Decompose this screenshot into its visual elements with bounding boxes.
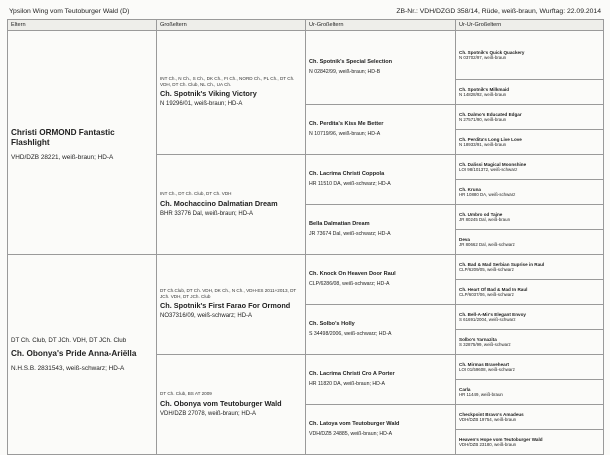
sire-cell — [8, 31, 157, 255]
grandparent-reg: BHR 33776 Dal, weiß-braun; HD-A — [160, 210, 254, 217]
dog-info: ZB-Nr.: VDH/DZGD 358/14, Rüde, weiß-braun, Wurftag: 22.09.2014 — [396, 8, 601, 15]
grandparent-name: Ch. Mochaccino Dalmatian Dream — [160, 198, 278, 208]
gggrandparent-reg: LOI 98/101372, weiß-schwarz — [459, 167, 518, 173]
greatgrandparent-cell — [306, 305, 456, 355]
greatgrandparent-cell — [306, 105, 456, 155]
gggrandparent-name: Deva — [459, 236, 470, 242]
gggrandparent-reg: CLP/6209/05, weiß-schwarz — [459, 267, 514, 273]
gggrandparent-cell — [456, 305, 604, 330]
greatgrandparent-reg: N 10719/96, weiß-braun; HD-A — [309, 131, 381, 137]
greatgrandparent-reg: JR 73674 Dal, weiß-schwarz; HD-A — [309, 231, 391, 237]
gggrandparent-name: Ch. Dalissi Magical Moonshine — [459, 161, 527, 167]
greatgrandparent-name: Ch. Lacrima Christi Cro A Porter — [309, 371, 395, 377]
greatgrandparent-name: Ch. Spotnik's Special Selection — [309, 59, 393, 65]
gggrandparent-name: Ch. Dalmo's Educated Edgar — [459, 111, 522, 117]
grandparent-cell — [157, 355, 306, 455]
sire-name: Christi ORMOND Fantastic Flashlight — [11, 127, 115, 147]
gggrandparent-name: Ch. Perdita's Long Live Love — [459, 136, 522, 142]
gggrandparent-cell — [456, 205, 604, 230]
gggrandparent-reg: JR 80245 Dal, weiß-braun — [459, 217, 511, 223]
gggrandparent-reg: LOI 01/59608, weiß-schwarz — [459, 367, 515, 373]
gggrandparent-name: Ch. Spotnik's Quick Quackery — [459, 49, 525, 55]
gggrandparent-name: Ch. Bad & Mad Serbian Suprise in Raul — [459, 261, 545, 267]
gggrandparent-name: Ch. Heart Of Bad & Mad In Raul — [459, 286, 528, 292]
gggrandparent-cell — [456, 380, 604, 405]
greatgrandparent-cell — [306, 155, 456, 205]
gggrandparent-reg: N 18933/91, weiß-braun — [459, 142, 507, 148]
gggrandparent-reg: VDH/DZB 19754, weiß-braun — [459, 417, 517, 423]
gggrandparent-reg: VDH/DZB 23180, weiß-braun — [459, 442, 517, 448]
gggrandparent-reg: HR 10880 DA, weiß-schwarz — [459, 192, 516, 198]
greatgrandparent-cell — [306, 31, 456, 105]
gggrandparent-reg: HR 11449, weiß-braun — [459, 392, 503, 398]
gggrandparent-name: Heaven's Hope vom Teutoburger Wald — [459, 436, 543, 442]
greatgrandparent-reg: N 02842/99, weiß-braun; HD-B — [309, 69, 381, 75]
document-header — [7, 6, 603, 20]
gggrandparent-cell — [456, 31, 604, 80]
greatgrandparent-reg: HR 11510 DA, weiß-schwarz; HD-A — [309, 181, 391, 187]
dam-reg: N.H.S.B. 2831543, weiß-schwarz; HD-A — [11, 364, 125, 372]
col-header-grandparents: Großeltern — [157, 20, 306, 31]
greatgrandparent-reg: HR 11820 DA, weiß-braun; HD-A — [309, 381, 386, 387]
greatgrandparent-cell — [306, 405, 456, 455]
col-header-greatgrandparents: Ur-Großeltern — [306, 20, 456, 31]
grandparent-name: Ch. Spotnik's Viking Victory — [160, 89, 257, 99]
grandparent-titles: INT Ch., DT Ch. Club, DT Ch. VDH — [160, 190, 232, 196]
grandparent-titles: DT Ch.Club, DT Ch. VDH, DK Ch., N Ch., VDH-ES 2011+2013, DT JCh. VDH, DT JCh. Club — [160, 288, 297, 299]
gggrandparent-cell — [456, 180, 604, 205]
greatgrandparent-cell — [306, 205, 456, 255]
greatgrandparent-reg: VDH/DZB 24885, weiß-braun; HD-A — [309, 431, 393, 437]
gggrandparent-reg: N 14828/92, weiß-braun — [459, 92, 507, 98]
greatgrandparent-name: Ch. Knock On Heaven Door Raul — [309, 271, 396, 277]
greatgrandparent-name: Ch. Latoya vom Teutoburger Wald — [309, 421, 400, 427]
gggrandparent-cell — [456, 80, 604, 105]
gggrandparent-name: Solbo's Yarnazita — [459, 336, 497, 342]
gggrandparent-cell — [456, 430, 604, 455]
greatgrandparent-name: Bella Dalmatian Dream — [309, 221, 370, 227]
gggrandparent-cell — [456, 330, 604, 355]
grandparent-reg: NO37316/09, weiß-schwarz; HD-A — [160, 313, 253, 320]
gggrandparent-name: Carla — [459, 386, 471, 392]
grandparent-reg: N 19296/01, weiß-braun; HD-A — [160, 101, 243, 108]
grandparent-cell — [157, 155, 306, 255]
dam-cell — [8, 255, 157, 455]
gggrandparent-cell — [456, 130, 604, 155]
gggrandparent-cell — [456, 155, 604, 180]
pedigree-table — [7, 19, 604, 455]
gggrandparent-name: Checkpoint Bravo's Amadeus — [459, 411, 524, 417]
gggrandparent-name: Ch. Kruna — [459, 186, 481, 192]
gggrandparent-name: Ch. Spotnik's Milkmaid — [459, 86, 510, 92]
grandparent-name: Ch. Obonya vom Teutoburger Wald — [160, 398, 282, 408]
gggrandparent-name: Ch. Mirmas Braveheart — [459, 361, 510, 367]
greatgrandparent-name: Ch. Solbo's Holly — [309, 321, 355, 327]
greatgrandparent-cell — [306, 355, 456, 405]
sire-reg: VHD/DZB 28221, weiß-braun; HD-A — [11, 153, 114, 161]
gggrandparent-cell — [456, 355, 604, 380]
greatgrandparent-reg: CLP/6286/08, weiß-schwarz; HD-A — [309, 281, 390, 287]
gggrandparent-cell — [456, 255, 604, 280]
gggrandparent-reg: N 27571/90, weiß-braun — [459, 117, 507, 123]
greatgrandparent-name: Ch. Perdita's Kiss Me Better — [309, 121, 384, 127]
gggrandparent-reg: S 61691/2004, weiß-schwarz — [459, 317, 516, 323]
grandparent-name: Ch. Spotnik's First Farao For Ormond — [160, 301, 291, 311]
gggrandparent-cell — [456, 230, 604, 255]
grandparent-cell — [157, 31, 306, 155]
gggrandparent-cell — [456, 280, 604, 305]
gggrandparent-cell — [456, 105, 604, 130]
gggrandparent-name: Ch. Bell-A-Mir's Elegant Envoy — [459, 311, 526, 317]
greatgrandparent-cell — [306, 255, 456, 305]
gggrandparent-reg: CLP/6037/06, weiß-schwarz — [459, 292, 514, 298]
dog-title: Ypsilon Wing vom Teutoburger Wald (D) — [9, 8, 130, 15]
dam-titles: DT Ch. Club, DT JCh. VDH, DT JCh. Club — [11, 336, 127, 344]
gggrandparent-name: Ch. Umbro od Tajne — [459, 211, 503, 217]
grandparent-titles: DT Ch. Club, BS AT 2009 — [160, 390, 212, 396]
gggrandparent-reg: N 03702/97, weiß-braun — [459, 55, 507, 61]
dam-name: Ch. Obonya's Pride Anna-Ariëlla — [11, 348, 137, 358]
grandparent-cell — [157, 255, 306, 355]
col-header-parents: Eltern — [8, 20, 157, 31]
greatgrandparent-reg: S 34498/2006, weiß-schwarz; HD-A — [309, 331, 392, 337]
grandparent-titles: INT Ch., N Ch., S Ch., DK Ch., FI Ch., NORD Ch., PL Ch., DT Ch. VDH, DT Ch. Club, NL Ch., UA Ch. — [160, 76, 295, 87]
col-header-gggrandparents: Ur-Ur-Großeltern — [456, 20, 604, 31]
gggrandparent-cell — [456, 405, 604, 430]
gggrandparent-reg: S 32875/99, weiß-schwarz — [459, 342, 511, 348]
grandparent-reg: VDH/DZB 27078, weiß-braun; HD-A — [160, 410, 257, 417]
gggrandparent-reg: JR 80662 Dal, weiß-schwarz — [459, 242, 515, 248]
greatgrandparent-name: Ch. Lacrima Christi Coppola — [309, 171, 385, 177]
